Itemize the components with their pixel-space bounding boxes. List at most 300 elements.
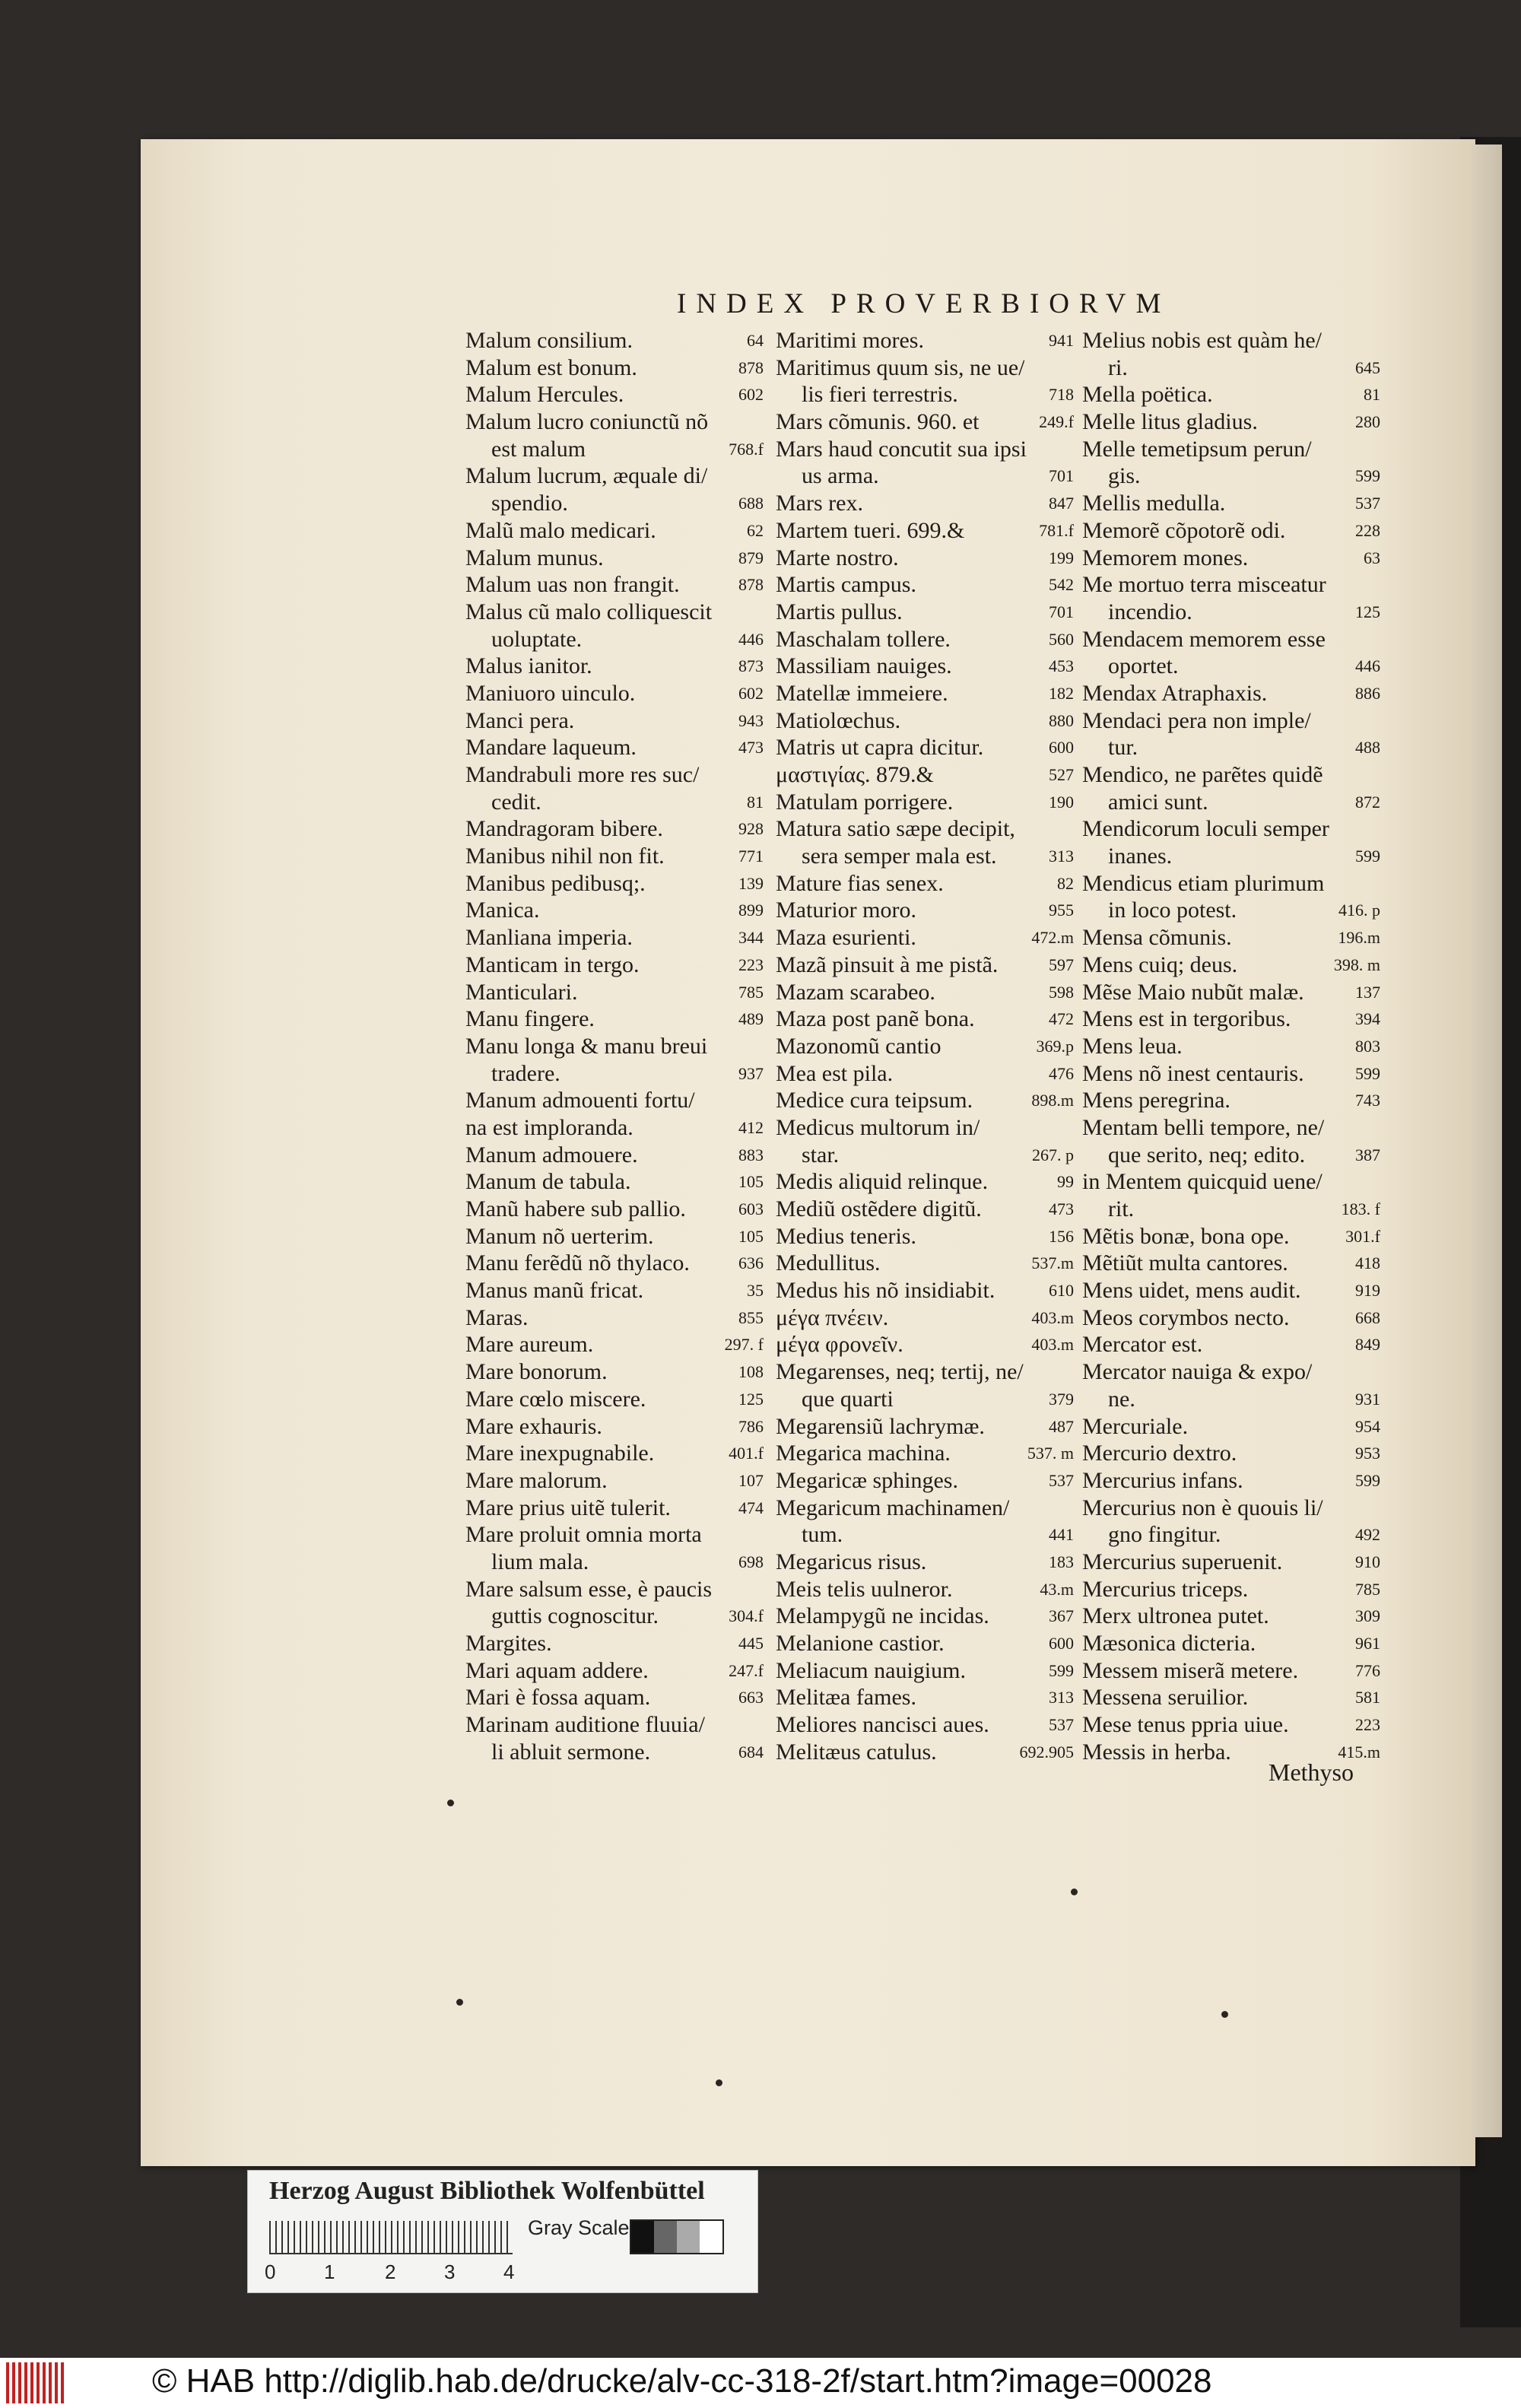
entry-page-ref: 105 xyxy=(738,1226,764,1246)
entry-text: Megarenses, neq; tertij, ne/ xyxy=(776,1359,1024,1385)
entry-text: Mercurius non è quouis li/ xyxy=(1082,1495,1323,1520)
entry-page-ref: 309 xyxy=(1355,1606,1380,1626)
index-entry xyxy=(1082,734,1380,761)
entry-text: Mendicorum loculi semper xyxy=(1082,816,1329,842)
entry-page-ref: 855 xyxy=(738,1307,764,1327)
entry-text: Mercator est. xyxy=(1082,1332,1203,1358)
index-entry xyxy=(776,1060,1074,1088)
index-entry xyxy=(1082,1304,1380,1332)
index-entry xyxy=(776,1223,1074,1250)
entry-page-ref: 537.m xyxy=(1031,1253,1074,1273)
entry-text: Medis aliquid relinque. xyxy=(776,1169,989,1195)
entry-page-ref xyxy=(1376,436,1380,463)
entry-text: Mea est pila. xyxy=(776,1060,894,1086)
index-entry xyxy=(1082,1684,1380,1711)
index-entry xyxy=(465,761,764,789)
index-entry xyxy=(776,734,1074,761)
entry-page-ref: 125 xyxy=(738,1389,764,1409)
entry-page-ref: 880 xyxy=(1049,710,1074,730)
entry-text: μέγα φρονεῖν. xyxy=(776,1332,903,1358)
index-entry xyxy=(1082,1467,1380,1495)
entry-page-ref: 367 xyxy=(1049,1606,1074,1626)
ruler-number: 4 xyxy=(503,2260,515,2283)
index-column-3 xyxy=(1082,327,1380,1765)
index-entry xyxy=(465,707,764,735)
index-entry xyxy=(465,680,764,707)
entry-text: Margites. xyxy=(465,1631,552,1656)
index-entry xyxy=(465,789,764,816)
index-entry xyxy=(776,1739,1074,1766)
entry-text: in loco potest. xyxy=(1108,897,1237,923)
entry-page-ref: 488 xyxy=(1355,738,1380,758)
index-entry xyxy=(1082,1413,1380,1441)
entry-page-ref: 415.m xyxy=(1338,1742,1380,1762)
ruler-number: 2 xyxy=(385,2260,396,2283)
entry-page-ref: 453 xyxy=(1049,656,1074,676)
entry-text: Maza post panẽ bona. xyxy=(776,1006,975,1032)
index-entry xyxy=(1082,1657,1380,1685)
entry-page-ref xyxy=(759,761,764,789)
entry-page-ref: 487 xyxy=(1049,1416,1074,1436)
entry-text: Malum uas non frangit. xyxy=(465,572,680,598)
index-entry xyxy=(776,354,1074,382)
index-entry xyxy=(465,1277,764,1304)
gray-scale-swatches xyxy=(630,2219,724,2254)
index-entry xyxy=(776,1114,1074,1142)
index-entry xyxy=(1082,1196,1380,1223)
entry-text: amici sunt. xyxy=(1108,789,1208,815)
entry-page-ref: 781.f xyxy=(1039,520,1074,540)
index-entry xyxy=(1082,653,1380,680)
entry-text: Mensa cõmunis. xyxy=(1082,925,1232,951)
index-entry xyxy=(465,545,764,572)
ink-speck xyxy=(456,1999,463,2006)
entry-text: Manticam in tergo. xyxy=(465,951,640,977)
entry-text: rit. xyxy=(1108,1196,1135,1221)
entry-page-ref: 403.m xyxy=(1031,1307,1074,1327)
entry-page-ref: 692.905 xyxy=(1019,1742,1074,1762)
index-entry xyxy=(776,1657,1074,1685)
entry-page-ref: 249.f xyxy=(1039,412,1074,432)
index-entry xyxy=(1082,490,1380,517)
entry-page-ref xyxy=(759,1087,764,1114)
entry-page-ref: 698 xyxy=(738,1552,764,1571)
entry-text: Mare prius uitẽ tulerit. xyxy=(465,1495,671,1520)
entry-text: Maras. xyxy=(465,1304,529,1330)
entry-page-ref: 446 xyxy=(1355,656,1380,676)
entry-page-ref: 879 xyxy=(738,548,764,567)
entry-page-ref: 943 xyxy=(738,710,764,730)
entry-text: Mare cœlo miscere. xyxy=(465,1386,646,1412)
entry-text: Manus manũ fricat. xyxy=(465,1278,644,1304)
entry-page-ref: 598 xyxy=(1049,982,1074,1002)
entry-page-ref: 542 xyxy=(1049,575,1074,595)
index-entry xyxy=(776,1413,1074,1441)
entry-page-ref xyxy=(1376,1495,1380,1522)
entry-text: Megarica machina. xyxy=(776,1441,951,1466)
entry-text: Meos corymbos necto. xyxy=(1082,1304,1290,1330)
index-entry xyxy=(776,951,1074,979)
entry-page-ref: 107 xyxy=(738,1470,764,1490)
entry-page-ref xyxy=(1376,626,1380,653)
entry-page-ref: 139 xyxy=(738,873,764,893)
index-entry xyxy=(465,1386,764,1413)
entry-page-ref: 768.f xyxy=(729,439,764,459)
index-entry xyxy=(465,1196,764,1223)
entry-text: Malum munus. xyxy=(465,545,604,570)
index-entry xyxy=(1082,1223,1380,1250)
entry-text: Martis campus. xyxy=(776,572,916,598)
entry-text: Mare malorum. xyxy=(465,1467,608,1493)
entry-text: us arma. xyxy=(802,463,879,489)
entry-page-ref: 928 xyxy=(738,819,764,839)
running-head: INDEX PROVERBIORVM xyxy=(677,288,1171,319)
index-entry xyxy=(776,870,1074,897)
index-entry xyxy=(465,1413,764,1441)
entry-text: Martem tueri. 699.& xyxy=(776,517,965,543)
entry-page-ref xyxy=(759,408,764,436)
index-entry xyxy=(776,462,1074,490)
entry-text: Medullitus. xyxy=(776,1250,881,1276)
entry-page-ref: 445 xyxy=(738,1634,764,1653)
entry-text: lium mala. xyxy=(491,1549,589,1574)
entry-page-ref: 701 xyxy=(1049,466,1074,486)
index-entry xyxy=(1082,897,1380,924)
entry-text: Mendicus etiam plurimum xyxy=(1082,870,1325,896)
index-entry xyxy=(1082,599,1380,626)
index-entry xyxy=(465,979,764,1006)
entry-text: Mens peregrina. xyxy=(1082,1088,1230,1113)
gray-scale-label: Gray Scale xyxy=(528,2216,630,2239)
index-entry xyxy=(465,436,764,463)
entry-text: Messem miserã metere. xyxy=(1082,1657,1299,1683)
entry-page-ref: 247.f xyxy=(729,1660,764,1680)
index-entry xyxy=(465,1739,764,1766)
entry-text: cedit. xyxy=(491,789,541,815)
index-entry xyxy=(776,979,1074,1006)
entry-page-ref: 304.f xyxy=(729,1606,764,1626)
entry-page-ref: 489 xyxy=(738,1009,764,1029)
entry-text: Manum admouenti fortu/ xyxy=(465,1088,695,1113)
entry-page-ref: 581 xyxy=(1355,1688,1380,1708)
entry-page-ref: 297. f xyxy=(724,1335,764,1355)
entry-text: Medius teneris. xyxy=(776,1223,916,1249)
entry-text: Megaricus risus. xyxy=(776,1549,927,1574)
next-page-edge xyxy=(1472,145,1502,2137)
source-url[interactable]: © HAB http://diglib.hab.de/drucke/alv-cc-318-2f/start.htm?image=00028 xyxy=(152,2362,1212,2400)
footer-bar xyxy=(0,2358,1521,2408)
entry-text: Manticulari. xyxy=(465,979,578,1005)
index-entry xyxy=(776,1196,1074,1223)
ink-speck xyxy=(1221,2011,1228,2018)
entry-page-ref: 416. p xyxy=(1338,901,1380,920)
entry-text: Mæsonica dicteria. xyxy=(1082,1631,1256,1656)
ruler-ticks xyxy=(269,2221,513,2254)
entry-page-ref: 476 xyxy=(1049,1063,1074,1083)
index-column-1 xyxy=(465,327,764,1765)
index-entry xyxy=(776,1142,1074,1169)
entry-text: Mandare laqueum. xyxy=(465,735,637,761)
entry-page-ref xyxy=(1376,1114,1380,1142)
entry-text: li abluit sermone. xyxy=(491,1739,651,1765)
entry-text: Malum est bonum. xyxy=(465,354,637,380)
index-entry xyxy=(465,1711,764,1739)
index-entry xyxy=(1082,1358,1380,1386)
entry-page-ref: 931 xyxy=(1355,1389,1380,1409)
index-entry xyxy=(776,1331,1074,1358)
entry-page-ref: 786 xyxy=(738,1416,764,1436)
entry-text: Manum de tabula. xyxy=(465,1169,631,1195)
entry-page-ref: 663 xyxy=(738,1688,764,1708)
index-entry xyxy=(1082,1576,1380,1603)
index-entry xyxy=(1082,1005,1380,1033)
entry-text: Medicus multorum in/ xyxy=(776,1114,980,1140)
entry-page-ref: 873 xyxy=(738,656,764,676)
entry-text: Mercurio dextro. xyxy=(1082,1441,1237,1466)
entry-text: guttis cognoscitur. xyxy=(491,1603,659,1629)
entry-text: Marinam auditione fluuia/ xyxy=(465,1712,705,1738)
entry-page-ref: 599 xyxy=(1355,847,1380,866)
index-entry xyxy=(1082,979,1380,1006)
entry-text: Maturior moro. xyxy=(776,897,916,923)
entry-text: Memorem mones. xyxy=(1082,545,1249,570)
index-entry xyxy=(465,490,764,517)
index-entry xyxy=(465,327,764,354)
entry-page-ref: 82 xyxy=(1057,873,1074,893)
entry-page-ref: 537 xyxy=(1049,1715,1074,1735)
entry-page-ref: 937 xyxy=(738,1063,764,1083)
index-entry xyxy=(465,1060,764,1088)
entry-page-ref: 560 xyxy=(1049,629,1074,649)
entry-text: Maniuoro uinculo. xyxy=(465,680,636,706)
index-entry xyxy=(465,1576,764,1603)
entry-text: Mare inexpugnabile. xyxy=(465,1441,655,1466)
entry-text: Matris ut capra dicitur. xyxy=(776,735,984,761)
entry-page-ref xyxy=(759,462,764,490)
entry-page-ref: 137 xyxy=(1355,982,1380,1002)
entry-text: Mare exhauris. xyxy=(465,1413,602,1439)
index-entry xyxy=(1082,1142,1380,1169)
entry-text: Manu ferẽdũ nõ thylaco. xyxy=(465,1250,690,1276)
entry-text: Mari è fossa aquam. xyxy=(465,1685,651,1711)
entry-text: Mendico, ne parẽtes quidẽ xyxy=(1082,762,1323,787)
entry-text: Mens nõ inest centauris. xyxy=(1082,1060,1304,1086)
index-entry xyxy=(1082,1168,1380,1196)
index-entry xyxy=(465,1331,764,1358)
entry-page-ref: 473 xyxy=(1049,1199,1074,1218)
index-entry xyxy=(776,1358,1074,1386)
entry-page-ref: 941 xyxy=(1049,331,1074,350)
entry-page-ref: 883 xyxy=(738,1145,764,1164)
index-entry xyxy=(776,1386,1074,1413)
entry-text: Malus cũ malo colliquescit xyxy=(465,599,713,624)
entry-text: Mare proluit omnia morta xyxy=(465,1522,702,1548)
entry-text: Mazam scarabeo. xyxy=(776,979,935,1005)
entry-page-ref xyxy=(1376,571,1380,599)
entry-text: Memorẽ cõpotorẽ odi. xyxy=(1082,517,1286,543)
index-entry xyxy=(465,1657,764,1685)
entry-page-ref: 63 xyxy=(1364,548,1380,567)
entry-text: Melampygũ ne incidas. xyxy=(776,1603,989,1629)
entry-page-ref: 183. f xyxy=(1341,1199,1380,1218)
entry-text: sera semper mala est. xyxy=(802,843,997,869)
entry-text: Medice cura teipsum. xyxy=(776,1088,973,1113)
color-calibration-card xyxy=(247,2170,758,2293)
index-entry xyxy=(465,1168,764,1196)
index-entry xyxy=(1082,408,1380,436)
entry-text: Mare aureum. xyxy=(465,1332,594,1358)
index-entry xyxy=(776,653,1074,680)
index-entry xyxy=(1082,680,1380,707)
entry-text: gis. xyxy=(1108,463,1141,489)
entry-page-ref: 610 xyxy=(1049,1281,1074,1301)
entry-page-ref: 688 xyxy=(738,494,764,513)
index-entry xyxy=(1082,1331,1380,1358)
ink-speck xyxy=(447,1800,454,1806)
entry-page-ref: 527 xyxy=(1049,765,1074,784)
entry-text: est malum xyxy=(491,436,586,462)
entry-page-ref: 223 xyxy=(738,955,764,974)
entry-text: Matulam porrigere. xyxy=(776,789,954,815)
entry-page-ref: 62 xyxy=(747,520,764,540)
entry-page-ref: 886 xyxy=(1355,683,1380,703)
index-entry xyxy=(465,1114,764,1142)
ruler-number: 3 xyxy=(444,2260,456,2283)
index-entry xyxy=(1082,707,1380,735)
entry-page-ref: 872 xyxy=(1355,792,1380,812)
entry-text: Malum lucro coniunctũ nõ xyxy=(465,409,709,435)
index-entry xyxy=(465,1495,764,1522)
index-entry xyxy=(465,1250,764,1277)
entry-text: Mazã pinsuit à me pistã. xyxy=(776,951,999,977)
index-entry xyxy=(776,1250,1074,1277)
entry-text: Mens uidet, mens audit. xyxy=(1082,1278,1301,1304)
index-entry xyxy=(1082,1087,1380,1114)
entry-text: Mars rex. xyxy=(776,491,863,516)
entry-text: Manum nõ uerterim. xyxy=(465,1223,654,1249)
entry-page-ref: 645 xyxy=(1355,357,1380,377)
entry-text: Malum Hercules. xyxy=(465,382,624,408)
entry-text: Melle temetipsum perun/ xyxy=(1082,436,1312,462)
entry-text: Mare bonorum. xyxy=(465,1359,608,1385)
entry-page-ref xyxy=(759,1033,764,1060)
index-entry xyxy=(465,354,764,382)
entry-text: Mens leua. xyxy=(1082,1033,1183,1059)
entry-page-ref: 537 xyxy=(1355,494,1380,513)
entry-text: μαστιγίας. 879.& xyxy=(776,762,934,787)
entry-page-ref: 398. m xyxy=(1333,955,1380,974)
entry-text: Megaricum machinamen/ xyxy=(776,1495,1010,1520)
entry-text: Mercuriale. xyxy=(1082,1413,1189,1439)
entry-text: Mediũ ostẽdere digitũ. xyxy=(776,1196,982,1221)
entry-text: incendio. xyxy=(1108,599,1192,624)
entry-text: μέγα πνέειν. xyxy=(776,1304,889,1330)
entry-text: inanes. xyxy=(1108,843,1173,869)
index-entry xyxy=(776,490,1074,517)
index-entry xyxy=(465,1440,764,1467)
hab-logo-icon xyxy=(6,2362,67,2403)
entry-text: Mẽtis bonæ, bona ope. xyxy=(1082,1223,1290,1249)
index-entry xyxy=(776,815,1074,843)
entry-page-ref: 125 xyxy=(1355,602,1380,621)
entry-page-ref: 599 xyxy=(1355,466,1380,486)
entry-page-ref: 599 xyxy=(1049,1660,1074,1680)
index-entry xyxy=(465,381,764,408)
gray-swatch xyxy=(677,2221,700,2253)
entry-page-ref: 81 xyxy=(1364,385,1380,405)
entry-text: Mare salsum esse, è paucis xyxy=(465,1576,713,1602)
index-entry xyxy=(776,327,1074,354)
index-entry xyxy=(1082,1033,1380,1060)
index-entry xyxy=(776,517,1074,545)
index-entry xyxy=(776,1603,1074,1630)
gray-swatch xyxy=(654,2221,677,2253)
ruler-number: 1 xyxy=(324,2260,335,2283)
index-entry xyxy=(1082,545,1380,572)
ruler-number: 0 xyxy=(265,2260,276,2283)
entry-page-ref: 108 xyxy=(738,1362,764,1382)
entry-page-ref: 954 xyxy=(1355,1416,1380,1436)
entry-text: Mẽse Maio nubũt malæ. xyxy=(1082,979,1304,1005)
entry-page-ref: 280 xyxy=(1355,412,1380,432)
entry-text: Messis in herba. xyxy=(1082,1739,1231,1765)
entry-text: Mentam belli tempore, ne/ xyxy=(1082,1114,1325,1140)
entry-page-ref xyxy=(1069,354,1074,382)
entry-text: Mazonomũ cantio xyxy=(776,1033,941,1059)
entry-text: lis fieri terrestris. xyxy=(802,382,958,408)
entry-text: Messena seruilior. xyxy=(1082,1685,1249,1711)
entry-text: Manibus pedibusq;. xyxy=(465,870,646,896)
entry-page-ref: 600 xyxy=(1049,738,1074,758)
index-entry xyxy=(776,571,1074,599)
index-entry xyxy=(1082,1603,1380,1630)
index-entry xyxy=(776,599,1074,626)
index-entry xyxy=(465,1467,764,1495)
entry-page-ref: 403.m xyxy=(1031,1335,1074,1355)
entry-text: Martis pullus. xyxy=(776,599,903,624)
entry-text: Mercurius infans. xyxy=(1082,1467,1243,1493)
entry-page-ref: 599 xyxy=(1355,1063,1380,1083)
entry-text: tradere. xyxy=(491,1060,560,1086)
entry-page-ref: 898.m xyxy=(1031,1091,1074,1110)
entry-text: Malus ianitor. xyxy=(465,653,592,679)
entry-text: Mars cõmunis. 960. et xyxy=(776,409,980,435)
entry-page-ref xyxy=(1376,1358,1380,1386)
entry-text: Mars haud concutit sua ipsi xyxy=(776,436,1027,462)
entry-page-ref: 35 xyxy=(747,1281,764,1301)
entry-page-ref: 684 xyxy=(738,1742,764,1762)
entry-page-ref: 785 xyxy=(738,982,764,1002)
entry-page-ref xyxy=(1376,1168,1380,1196)
entry-page-ref: 878 xyxy=(738,357,764,377)
index-entry xyxy=(1082,626,1380,653)
entry-page-ref xyxy=(1069,1358,1074,1386)
entry-page-ref: 597 xyxy=(1049,955,1074,974)
index-entry xyxy=(776,1521,1074,1549)
entry-text: Mellis medulla. xyxy=(1082,491,1226,516)
index-entry xyxy=(1082,436,1380,463)
index-entry xyxy=(1082,870,1380,897)
entry-text: Mercator nauiga & expo/ xyxy=(1082,1359,1313,1385)
index-entry xyxy=(465,626,764,653)
index-entry xyxy=(465,1521,764,1549)
entry-text: Matura satio sæpe decipit, xyxy=(776,816,1015,842)
index-entry xyxy=(1082,843,1380,870)
index-entry xyxy=(1082,1114,1380,1142)
entry-text: Melle litus gladius. xyxy=(1082,409,1258,435)
entry-text: Mature fias senex. xyxy=(776,870,944,896)
index-entry xyxy=(465,571,764,599)
